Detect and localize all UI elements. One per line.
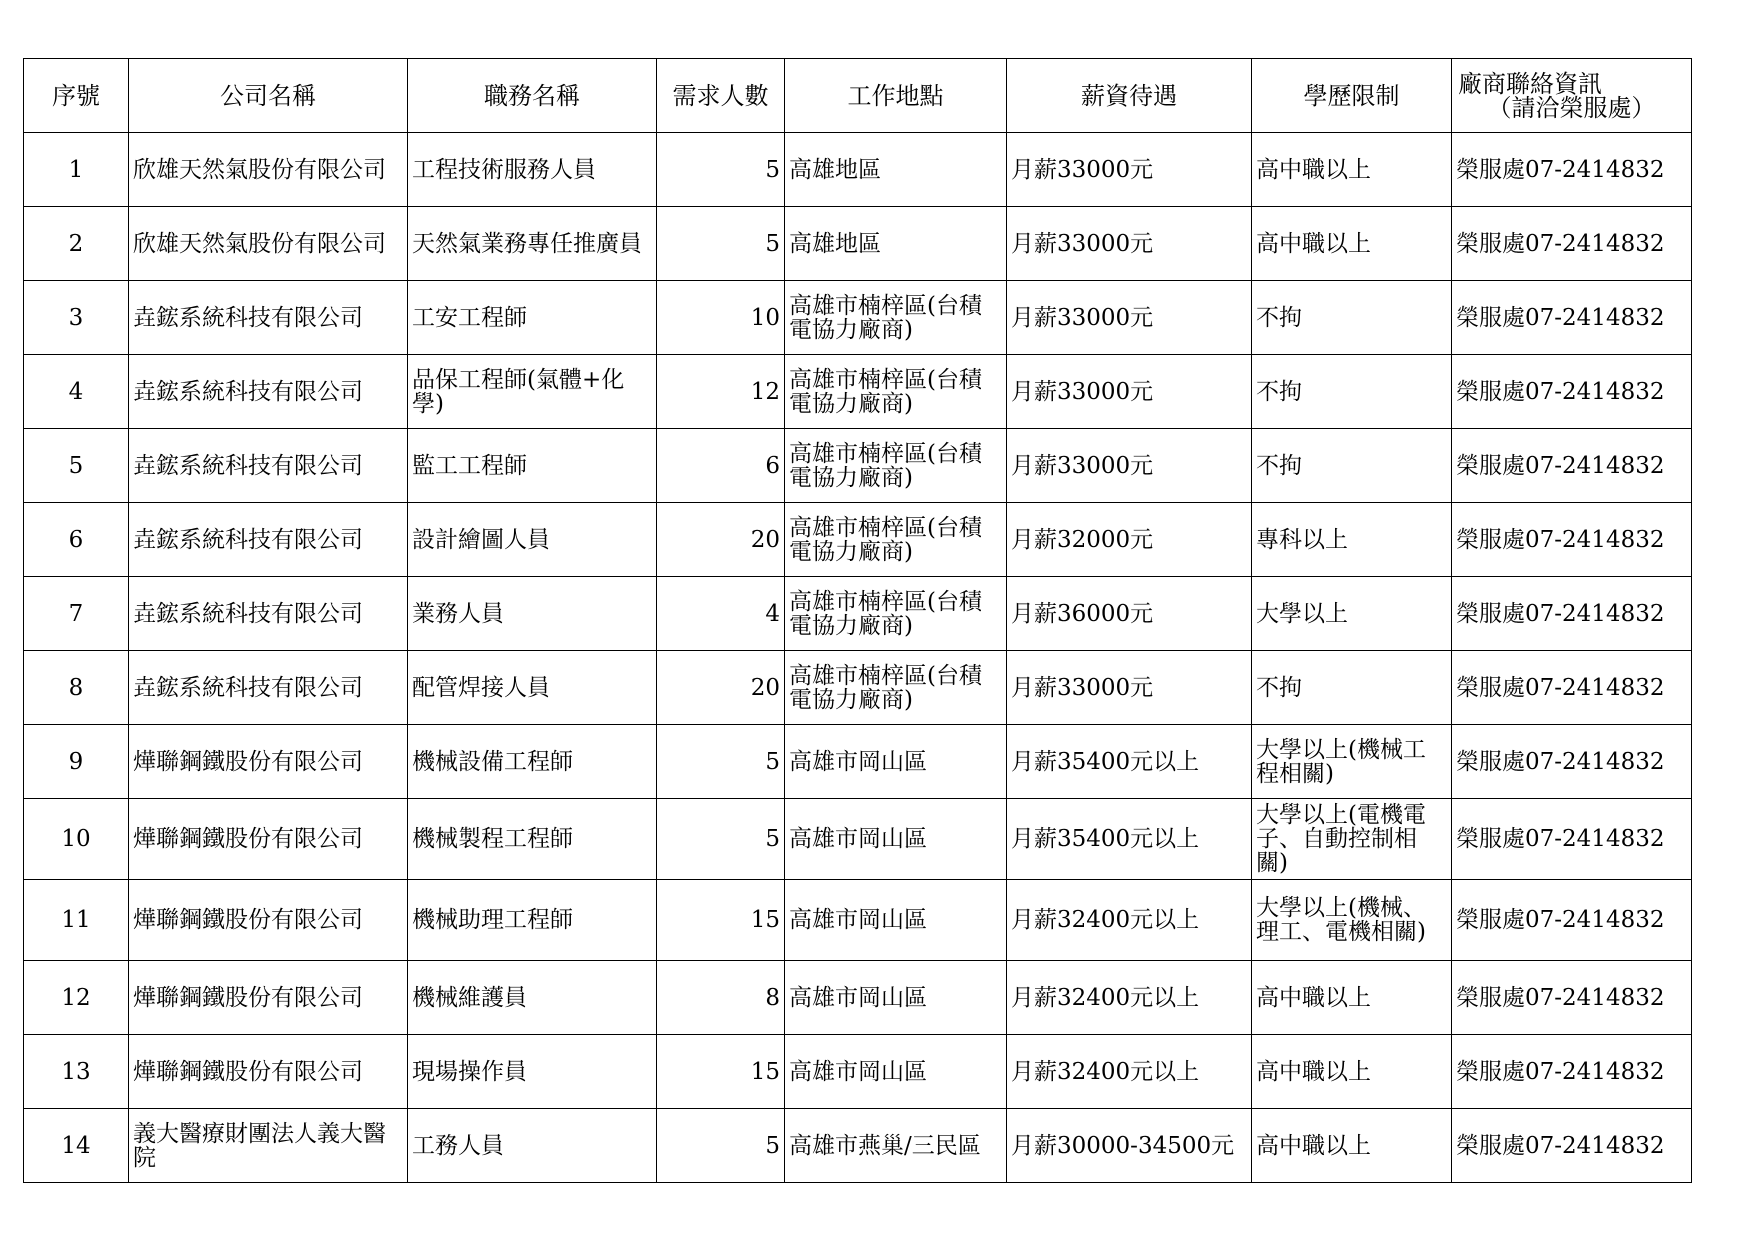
table-row: [24, 577, 1692, 651]
table-row: [24, 651, 1692, 725]
cell-contact: 榮服處07-2414832: [1452, 281, 1692, 355]
cell-salary: 月薪35400元以上: [1007, 725, 1252, 799]
cell-no: 4: [24, 355, 129, 429]
cell-location: 高雄市楠梓區(台積電協力廠商): [785, 651, 1007, 725]
cell-salary: 月薪33000元: [1007, 429, 1252, 503]
cell-company: 垚鋐系統科技有限公司: [129, 651, 408, 725]
cell-company: 垚鋐系統科技有限公司: [129, 577, 408, 651]
cell-education: 大學以上(機械工程相關): [1252, 725, 1452, 799]
cell-count: 5: [657, 207, 785, 281]
cell-salary: 月薪32400元以上: [1007, 1035, 1252, 1109]
table-row: [24, 281, 1692, 355]
cell-company: 燁聯鋼鐵股份有限公司: [129, 961, 408, 1035]
cell-location: 高雄市楠梓區(台積電協力廠商): [785, 429, 1007, 503]
cell-company: 垚鋐系統科技有限公司: [129, 503, 408, 577]
cell-contact: 榮服處07-2414832: [1452, 725, 1692, 799]
cell-no: 10: [24, 799, 129, 880]
header-company: 公司名稱: [129, 59, 408, 133]
cell-position: 配管焊接人員: [408, 651, 657, 725]
cell-count: 10: [657, 281, 785, 355]
table-row: [24, 799, 1692, 880]
table-row: [24, 133, 1692, 207]
cell-company: 燁聯鋼鐵股份有限公司: [129, 880, 408, 961]
cell-company: 燁聯鋼鐵股份有限公司: [129, 799, 408, 880]
cell-position: 現場操作員: [408, 1035, 657, 1109]
cell-location: 高雄市楠梓區(台積電協力廠商): [785, 577, 1007, 651]
cell-education: 高中職以上: [1252, 207, 1452, 281]
cell-contact: 榮服處07-2414832: [1452, 429, 1692, 503]
cell-no: 13: [24, 1035, 129, 1109]
cell-position: 監工工程師: [408, 429, 657, 503]
job-listings-table: [23, 58, 1692, 1183]
header-position: 職務名稱: [408, 59, 657, 133]
cell-position: 工程技術服務人員: [408, 133, 657, 207]
header-location: 工作地點: [785, 59, 1007, 133]
table-row: [24, 429, 1692, 503]
cell-education: 大學以上(電機電子、自動控制相關): [1252, 799, 1452, 880]
cell-education: 高中職以上: [1252, 1035, 1452, 1109]
cell-no: 8: [24, 651, 129, 725]
table-row: [24, 503, 1692, 577]
header-contact-line1: 廠商聯絡資訊: [1458, 69, 1602, 98]
table-row: [24, 880, 1692, 961]
table-row: [24, 961, 1692, 1035]
cell-location: 高雄市岡山區: [785, 725, 1007, 799]
cell-position: 機械製程工程師: [408, 799, 657, 880]
cell-position: 品保工程師(氣體+化學): [408, 355, 657, 429]
cell-education: 大學以上: [1252, 577, 1452, 651]
cell-location: 高雄市燕巢/三民區: [785, 1109, 1007, 1183]
header-count: 需求人數: [657, 59, 785, 133]
cell-salary: 月薪30000-34500元: [1007, 1109, 1252, 1183]
cell-position: 業務人員: [408, 577, 657, 651]
cell-company: 垚鋐系統科技有限公司: [129, 429, 408, 503]
cell-company: 欣雄天然氣股份有限公司: [129, 207, 408, 281]
cell-location: 高雄市岡山區: [785, 799, 1007, 880]
cell-position: 工務人員: [408, 1109, 657, 1183]
cell-count: 15: [657, 1035, 785, 1109]
cell-no: 9: [24, 725, 129, 799]
cell-contact: 榮服處07-2414832: [1452, 799, 1692, 880]
cell-education: 大學以上(機械、理工、電機相關): [1252, 880, 1452, 961]
cell-education: 不拘: [1252, 651, 1452, 725]
cell-contact: 榮服處07-2414832: [1452, 651, 1692, 725]
cell-count: 4: [657, 577, 785, 651]
cell-contact: 榮服處07-2414832: [1452, 961, 1692, 1035]
cell-contact: 榮服處07-2414832: [1452, 355, 1692, 429]
cell-salary: 月薪32400元以上: [1007, 880, 1252, 961]
cell-count: 5: [657, 799, 785, 880]
cell-salary: 月薪36000元: [1007, 577, 1252, 651]
table-row: [24, 1109, 1692, 1183]
cell-salary: 月薪35400元以上: [1007, 799, 1252, 880]
cell-salary: 月薪32400元以上: [1007, 961, 1252, 1035]
cell-location: 高雄市楠梓區(台積電協力廠商): [785, 355, 1007, 429]
cell-contact: 榮服處07-2414832: [1452, 1109, 1692, 1183]
cell-position: 設計繪圖人員: [408, 503, 657, 577]
cell-company: 義大醫療財團法人義大醫院: [129, 1109, 408, 1183]
table-row: [24, 1035, 1692, 1109]
cell-location: 高雄地區: [785, 133, 1007, 207]
cell-position: 機械設備工程師: [408, 725, 657, 799]
table-row: [24, 725, 1692, 799]
cell-no: 1: [24, 133, 129, 207]
cell-no: 6: [24, 503, 129, 577]
cell-no: 3: [24, 281, 129, 355]
cell-company: 垚鋐系統科技有限公司: [129, 281, 408, 355]
cell-count: 20: [657, 503, 785, 577]
cell-education: 專科以上: [1252, 503, 1452, 577]
cell-company: 欣雄天然氣股份有限公司: [129, 133, 408, 207]
cell-position: 機械助理工程師: [408, 880, 657, 961]
cell-location: 高雄市楠梓區(台積電協力廠商): [785, 281, 1007, 355]
cell-no: 11: [24, 880, 129, 961]
cell-location: 高雄市岡山區: [785, 961, 1007, 1035]
cell-contact: 榮服處07-2414832: [1452, 1035, 1692, 1109]
cell-count: 6: [657, 429, 785, 503]
cell-no: 2: [24, 207, 129, 281]
header-salary: 薪資待遇: [1007, 59, 1252, 133]
cell-education: 不拘: [1252, 429, 1452, 503]
cell-location: 高雄地區: [785, 207, 1007, 281]
cell-company: 垚鋐系統科技有限公司: [129, 355, 408, 429]
cell-no: 12: [24, 961, 129, 1035]
header-contact-line2: （請洽榮服處）: [1487, 93, 1656, 122]
cell-company: 燁聯鋼鐵股份有限公司: [129, 1035, 408, 1109]
cell-no: 7: [24, 577, 129, 651]
cell-contact: 榮服處07-2414832: [1452, 880, 1692, 961]
header-education: 學歷限制: [1252, 59, 1452, 133]
cell-contact: 榮服處07-2414832: [1452, 503, 1692, 577]
cell-count: 20: [657, 651, 785, 725]
cell-education: 不拘: [1252, 281, 1452, 355]
cell-no: 14: [24, 1109, 129, 1183]
cell-position: 工安工程師: [408, 281, 657, 355]
cell-count: 5: [657, 725, 785, 799]
cell-count: 12: [657, 355, 785, 429]
cell-salary: 月薪33000元: [1007, 355, 1252, 429]
cell-salary: 月薪33000元: [1007, 207, 1252, 281]
cell-location: 高雄市岡山區: [785, 1035, 1007, 1109]
cell-count: 5: [657, 133, 785, 207]
cell-contact: 榮服處07-2414832: [1452, 577, 1692, 651]
cell-education: 高中職以上: [1252, 1109, 1452, 1183]
cell-salary: 月薪33000元: [1007, 651, 1252, 725]
cell-company: 燁聯鋼鐵股份有限公司: [129, 725, 408, 799]
cell-count: 8: [657, 961, 785, 1035]
cell-contact: 榮服處07-2414832: [1452, 207, 1692, 281]
cell-contact: 榮服處07-2414832: [1452, 133, 1692, 207]
cell-education: 高中職以上: [1252, 133, 1452, 207]
cell-count: 15: [657, 880, 785, 961]
cell-salary: 月薪33000元: [1007, 133, 1252, 207]
header-row: [24, 59, 1692, 133]
header-contact: [1452, 59, 1692, 133]
cell-position: 天然氣業務專任推廣員: [408, 207, 657, 281]
header-no: 序號: [24, 59, 129, 133]
table-row: [24, 355, 1692, 429]
table-row: [24, 207, 1692, 281]
cell-salary: 月薪33000元: [1007, 281, 1252, 355]
cell-location: 高雄市岡山區: [785, 880, 1007, 961]
cell-education: 高中職以上: [1252, 961, 1452, 1035]
cell-education: 不拘: [1252, 355, 1452, 429]
cell-salary: 月薪32000元: [1007, 503, 1252, 577]
cell-location: 高雄市楠梓區(台積電協力廠商): [785, 503, 1007, 577]
cell-position: 機械維護員: [408, 961, 657, 1035]
cell-no: 5: [24, 429, 129, 503]
cell-count: 5: [657, 1109, 785, 1183]
